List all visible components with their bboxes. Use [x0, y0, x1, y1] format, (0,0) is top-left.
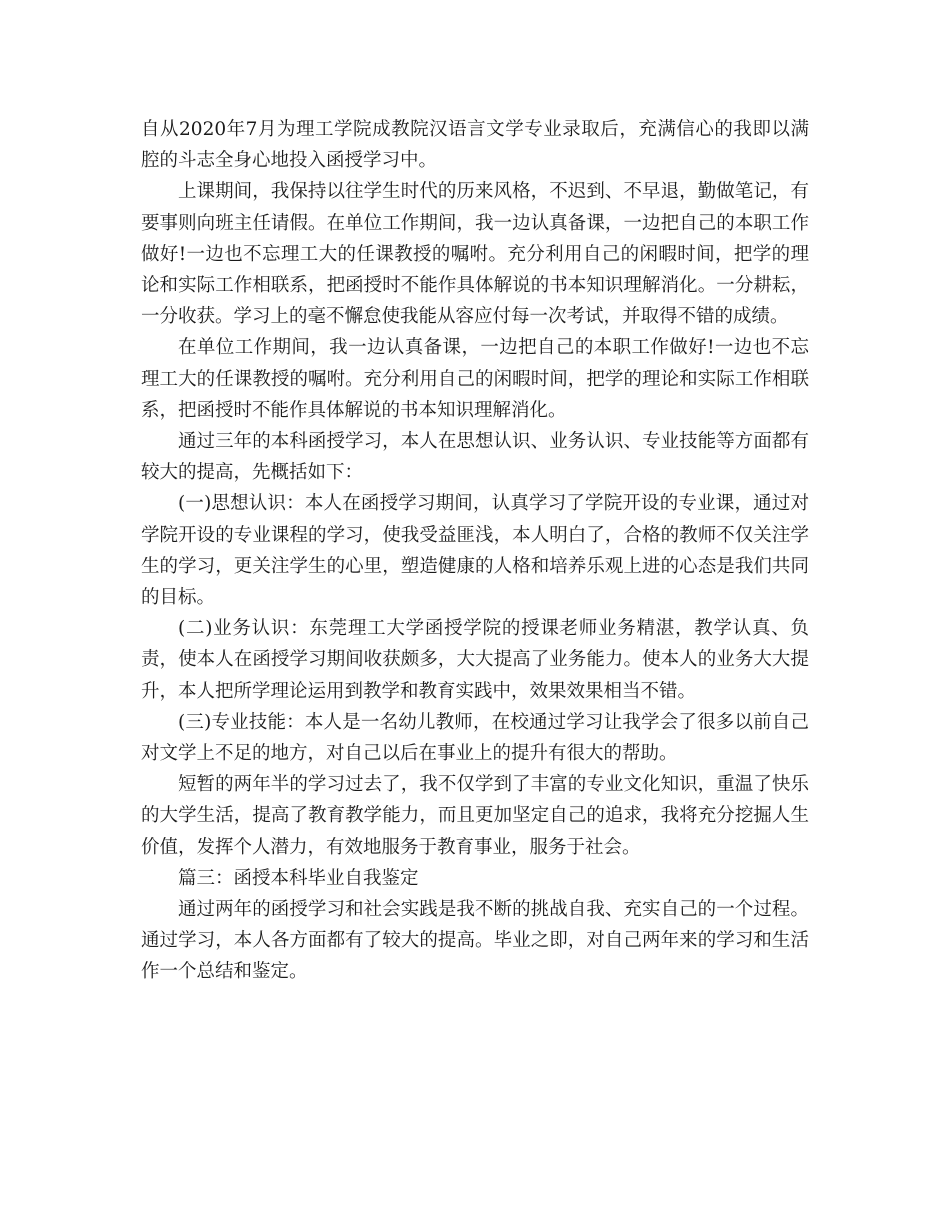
paragraph-work-period: 在单位工作期间，我一边认真备课，一边把自己的本职工作做好!一边也不忘理工大的任课教授的嘱咐。充分利用自己的闲暇时间，把学的理论和实际工作相联系，把函授时不能作具体解说的书本知识理解消化。 — [141, 337, 809, 421]
paragraph-conclusion: 短暂的两年半的学习过去了，我不仅学到了丰富的专业文化知识，重温了快乐的大学生活，提高了教育教学能力，而且更加坚定自己的追求，我将充分挖掘人生价值，发挥个人潜力，有效地服务于教育事业，服务于社会。 — [141, 774, 809, 858]
paragraph-summary-intro: 通过三年的本科函授学习，本人在思想认识、业务认识、专业技能等方面都有较大的提高，先概括如下： — [141, 431, 809, 484]
document-page — [141, 114, 809, 988]
paragraph-class-attendance: 上课期间，我保持以往学生时代的历来风格，不迟到、不早退，勤做笔记，有要事则向班主任请假。在单位工作期间，我一边认真备课，一边把自己的本职工作做好!一边也不忘理工大的任课教授的嘱咐。充分利用自己的闲暇时间，把学的理论和实际工作相联系，把函授时不能作具体解说的书本知识理解消化。一分耕耘，一分收获。学习上的毫不懈怠使我能从容应付每一次考试，并取得不错的成绩。 — [141, 181, 809, 328]
paragraph-professional-awareness: (二)业务认识：东莞理工大学函授学院的授课老师业务精湛，教学认真、负责，使本人在函授学习期间收获颇多，大大提高了业务能力。使本人的业务大大提升，本人把所学理论运用到教学和教育实践中，效果效果相当不错。 — [141, 618, 809, 702]
paragraph-part-three-intro: 通过两年的函授学习和社会实践是我不断的挑战自我、充实自己的一个过程。通过学习，本人各方面都有了较大的提高。毕业之即，对自己两年来的学习和生活作一个总结和鉴定。 — [141, 899, 809, 983]
paragraph-enrollment: 自从2020年7月为理工学院成教院汉语言文学专业录取后，充满信心的我即以满腔的斗志全身心地投入函授学习中。 — [141, 119, 809, 172]
section-heading-part-three: 篇三：函授本科毕业自我鉴定 — [178, 867, 419, 889]
paragraph-ideological-awareness: (一)思想认识：本人在函授学习期间，认真学习了学院开设的专业课，通过对学院开设的专业课程的学习，使我受益匪浅，本人明白了，合格的教师不仅关注学生的学习，更关注学生的心里，塑造健康的人格和培养乐观上进的心态是我们共同的目标。 — [141, 493, 809, 609]
paragraph-professional-skills: (三)专业技能：本人是一名幼儿教师，在校通过学习让我学会了很多以前自己对文学上不足的地方，对自己以后在事业上的提升有很大的帮助。 — [141, 711, 809, 765]
